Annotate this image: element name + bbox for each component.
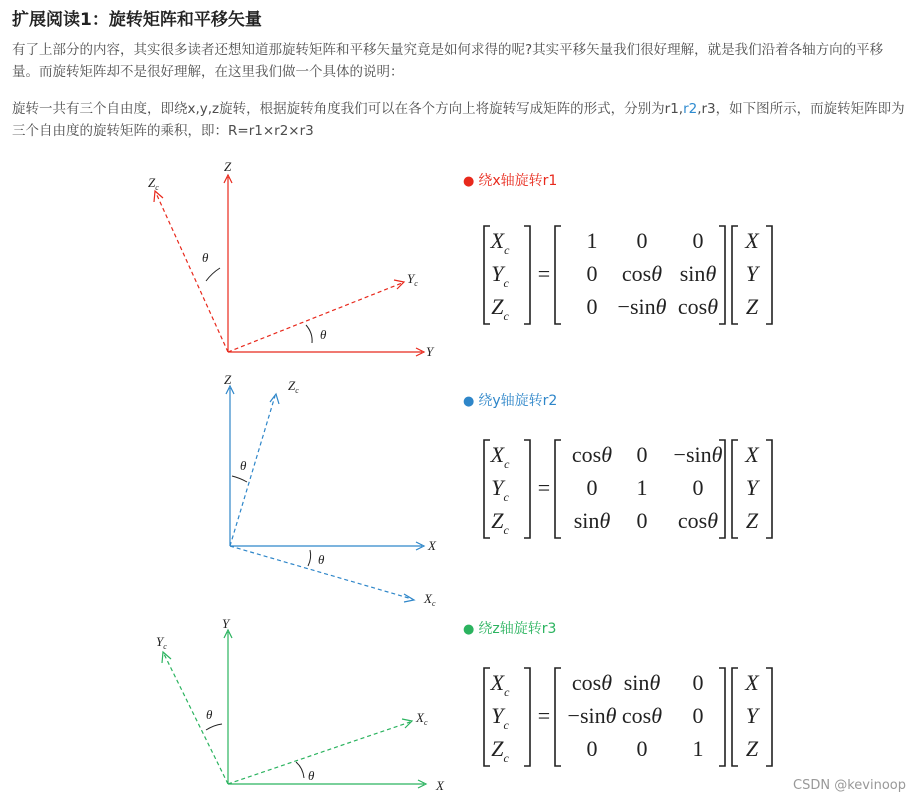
matrix-entry: −sinθ [567, 703, 617, 728]
rhs-entry: Z [745, 736, 759, 761]
matrix-bracket [732, 440, 738, 538]
lhs-entry: $Y_c$ [491, 475, 509, 504]
section-label-z-rotation: ● 绕z轴旋转r3 [463, 621, 557, 637]
matrix-entry: 0 [586, 294, 598, 319]
matrix-bracket [484, 440, 490, 538]
paragraph-text-end: ,r3，如下图所示，而旋转矩阵即为三个自由度的旋转矩阵的乘积，即：R=r1×r2×r3 [12, 101, 905, 139]
rhs-entry: Y [745, 475, 759, 500]
rotated-vertical-arrow [270, 394, 279, 404]
matrix-entry: 1 [692, 736, 704, 761]
matrix-entry: 0 [636, 736, 648, 761]
theta-arc-bottom [306, 325, 312, 343]
rotated-horizontal-arrow [402, 719, 412, 728]
article-heading: 扩展阅读1：旋转矩阵和平移矢量 [12, 10, 262, 30]
theta-arc-bottom [296, 762, 304, 778]
matrix-bracket [719, 668, 725, 766]
theta-label: θ [240, 458, 247, 473]
xc-axis-label: $X_c$ [416, 710, 428, 727]
matrix-entry: sinθ [679, 261, 717, 286]
lhs-entry: $Y_c$ [491, 703, 509, 732]
rotated-vertical-arrow [154, 191, 163, 202]
y-axis-label: Y [222, 616, 230, 631]
matrix-entry: 1 [586, 228, 598, 253]
matrix-entry: 0 [692, 703, 704, 728]
yc-axis-label: $Y_c$ [407, 271, 418, 288]
matrix-entry: cosθ [677, 294, 719, 319]
lhs-entry: $Z_c$ [491, 736, 509, 765]
rhs-entry: Z [745, 508, 759, 533]
equals-sign: = [537, 703, 551, 728]
matrix-entry: 1 [636, 475, 648, 500]
rotated-horizontal-axis [228, 722, 410, 784]
bullet-icon: ● [463, 174, 475, 189]
rotated-horizontal-arrow [404, 594, 414, 602]
bullet-icon: ● [463, 394, 475, 409]
x-axis-label: X [436, 778, 444, 793]
section-label-x-rotation: ● 绕x轴旋转r1 [463, 173, 558, 189]
theta-label: θ [206, 707, 213, 722]
matrix-equation-r3 [482, 664, 777, 769]
matrix-bracket [555, 440, 561, 538]
rhs-entry: Y [745, 703, 759, 728]
zc-axis-label: $Z_c$ [148, 175, 159, 192]
theta-label: θ [318, 552, 325, 567]
lhs-entry: $X_c$ [490, 442, 510, 471]
matrix-entry: 0 [586, 261, 598, 286]
rhs-entry: X [745, 670, 759, 695]
matrix-bracket [484, 668, 490, 766]
x-rotation-diagram [140, 155, 440, 365]
matrix-equation-r1 [482, 222, 777, 327]
matrix-bracket [524, 226, 530, 324]
theta-arc-bottom [308, 550, 311, 566]
rhs-entry: Z [745, 294, 759, 319]
theta-label: θ [320, 327, 327, 342]
matrix-bracket [766, 226, 772, 324]
intro-paragraph: 有了上部分的内容，其实很多读者还想知道那旋转矩阵和平移矢量究竟是如何求得的呢?其实平移矢量我们很好理解，就是我们沿着各轴方向的平移量。而旋转矩阵却不是很好理解，在这里我们做一个具体的说明： [12, 42, 884, 80]
rotation-paragraph [12, 98, 908, 142]
matrix-bracket [555, 668, 561, 766]
section-label-y-rotation: ● 绕y轴旋转r2 [463, 393, 558, 409]
theta-arc-top [206, 268, 220, 281]
lhs-entry: $X_c$ [490, 670, 510, 699]
matrix-entry: −sinθ [617, 294, 667, 319]
y-axis-label: Y [426, 344, 434, 359]
matrix-entry: 0 [692, 228, 704, 253]
matrix-bracket [555, 226, 561, 324]
matrix-entry: cosθ [677, 508, 719, 533]
matrix-entry: cosθ [621, 703, 663, 728]
xc-axis-label: $X_c$ [424, 591, 436, 608]
matrix-bracket [732, 668, 738, 766]
rotated-vertical-axis [230, 396, 275, 546]
theta-arc-top [206, 724, 222, 730]
matrix-entry: cosθ [571, 670, 613, 695]
z-rotation-diagram [140, 612, 450, 800]
matrix-bracket [524, 668, 530, 766]
theta-arc-top [232, 476, 247, 482]
matrix-entry: −sinθ [673, 442, 723, 467]
rotated-vertical-axis [164, 654, 228, 784]
z-axis-label: Z [224, 159, 232, 174]
bullet-icon: ● [463, 622, 475, 637]
zc-axis-label: $Z_c$ [288, 378, 299, 395]
matrix-entry: sinθ [623, 670, 661, 695]
lhs-entry: $X_c$ [490, 228, 510, 257]
lhs-entry: $Z_c$ [491, 508, 509, 537]
matrix-entry: cosθ [621, 261, 663, 286]
lhs-entry: $Y_c$ [491, 261, 509, 290]
matrix-entry: 0 [636, 508, 648, 533]
rhs-entry: X [745, 228, 759, 253]
equals-sign: = [537, 475, 551, 500]
yc-axis-label: $Y_c$ [156, 634, 167, 651]
matrix-bracket [524, 440, 530, 538]
matrix-bracket [732, 226, 738, 324]
matrix-equation-r2 [482, 436, 777, 541]
matrix-entry: sinθ [573, 508, 611, 533]
x-axis-label: X [428, 538, 436, 553]
matrix-entry: cosθ [571, 442, 613, 467]
matrix-entry: 0 [692, 475, 704, 500]
equals-sign: = [537, 261, 551, 286]
lhs-entry: $Z_c$ [491, 294, 509, 323]
matrix-entry: 0 [586, 736, 598, 761]
rotated-horizontal-axis [228, 283, 402, 352]
theta-label: θ [202, 250, 209, 265]
theta-label: θ [308, 768, 315, 783]
z-axis-label: Z [224, 372, 232, 387]
matrix-bracket [766, 668, 772, 766]
matrix-bracket [484, 226, 490, 324]
rotated-vertical-axis [156, 193, 228, 352]
rhs-entry: X [745, 442, 759, 467]
matrix-bracket [766, 440, 772, 538]
matrix-entry: 0 [636, 442, 648, 467]
csdn-watermark: CSDN @kevinoop [793, 778, 906, 793]
matrix-bracket [719, 226, 725, 324]
matrix-entry: 0 [692, 670, 704, 695]
paragraph-text-start: 旋转一共有三个自由度，即绕x,y,z旋转，根据旋转角度我们可以在各个方向上将旋转写成矩阵的形式，分别为r1, [12, 101, 684, 117]
y-rotation-diagram [140, 370, 450, 610]
rhs-entry: Y [745, 261, 759, 286]
matrix-entry: 0 [636, 228, 648, 253]
rotated-vertical-arrow [162, 652, 171, 663]
r2-link[interactable]: r2 [683, 101, 698, 117]
matrix-entry: 0 [586, 475, 598, 500]
